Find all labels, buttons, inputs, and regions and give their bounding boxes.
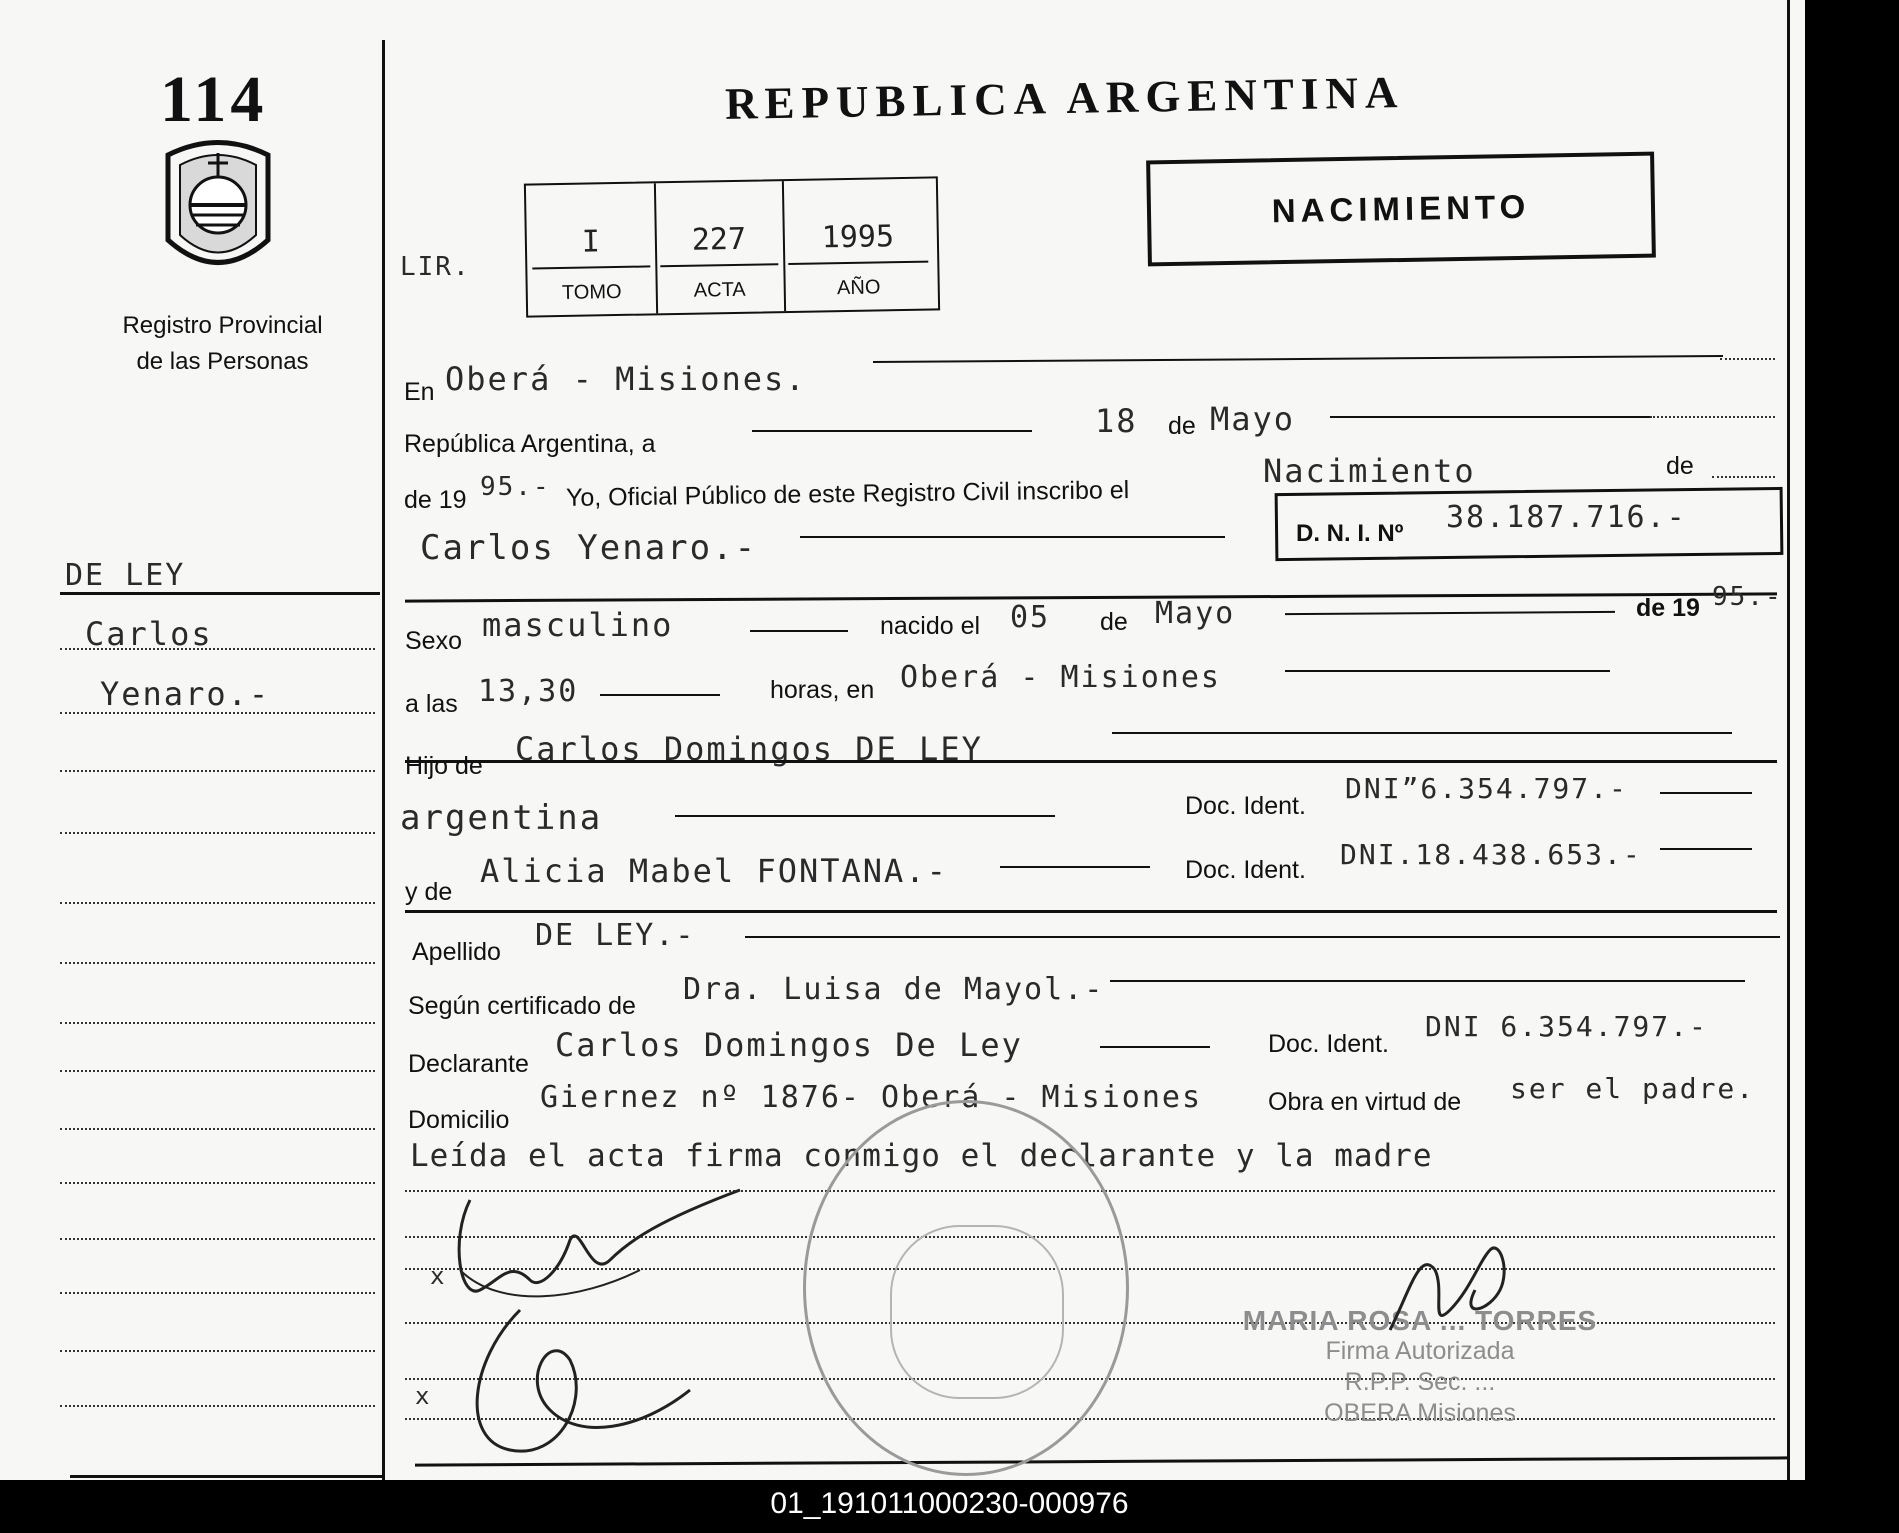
section-divider	[405, 760, 1777, 763]
margin-dotted-line	[60, 1022, 375, 1024]
margin-name-1: Carlos	[85, 615, 213, 653]
fill-line	[750, 630, 848, 632]
registered-name: Carlos Yenaro.-	[420, 528, 758, 568]
apellido-label: Apellido	[412, 938, 501, 966]
margin-surname: DE LEY	[65, 558, 186, 593]
doc-ident-label: Doc. Ident.	[1185, 792, 1306, 820]
scan-identifier: 01_191011000230-000976	[770, 1487, 1129, 1520]
section-divider	[405, 592, 1777, 602]
doc-ident-label-3: Doc. Ident.	[1268, 1030, 1389, 1058]
dni-value: 38.187.716.-	[1446, 500, 1687, 535]
right-border	[1787, 0, 1790, 1480]
dni-label: D. N. I. Nº	[1296, 520, 1404, 547]
oficial-text: Yo, Oficial Público de este Registro Civil inscribo el	[565, 476, 1130, 512]
de-19-birth-label: de 19	[1636, 594, 1700, 622]
fill-dots	[1650, 416, 1775, 418]
tomo-underline	[532, 265, 650, 269]
fill-line	[1000, 866, 1150, 868]
stamp-line-4: OBERA Misiones	[1324, 1399, 1516, 1427]
margin-dotted-line	[60, 962, 375, 964]
margin-dotted-line	[60, 832, 375, 834]
margin-dotted-line	[60, 1350, 375, 1352]
declarante-doc: DNI 6.354.797.-	[1425, 1010, 1708, 1043]
stamp-line-2: Firma Autorizada	[1325, 1337, 1515, 1365]
obra-value: ser el padre.	[1510, 1072, 1756, 1105]
mother-doc: DNI.18.438.653.-	[1340, 838, 1642, 871]
signature-mark-2: x	[415, 1382, 432, 1410]
sexo-value: masculino	[482, 606, 674, 644]
official-seal-emblem	[890, 1225, 1064, 1399]
ano-underline	[788, 261, 928, 265]
record-number: 114	[160, 63, 268, 136]
fill-line	[1110, 980, 1745, 982]
fill-line	[1660, 848, 1752, 850]
en-label: En	[404, 378, 435, 406]
day-value: 18	[1095, 402, 1138, 440]
margin-dotted-line	[60, 1292, 375, 1294]
domicilio-label: Domicilio	[408, 1106, 510, 1134]
margin-dotted-line	[60, 1238, 375, 1240]
father-nationality: argentina	[400, 798, 603, 838]
en-value: Oberá - Misiones.	[445, 360, 807, 398]
segun-label: Según certificado de	[408, 992, 636, 1020]
column-divider	[382, 40, 385, 1480]
stamp-line-1: MARIA ROSA ... TORRES	[1242, 1305, 1598, 1336]
margin-name-2: Yenaro.-	[100, 675, 271, 713]
margin-dotted-line	[60, 902, 375, 904]
margin-dotted-line	[60, 1182, 375, 1184]
margin-dotted-line	[60, 770, 375, 772]
father-doc: DNI”6.354.797.-	[1345, 772, 1628, 805]
country-title: REPUBLICA ARGENTINA	[724, 67, 1405, 129]
margin-dotted-line	[60, 648, 375, 650]
horas-label: horas, en	[770, 676, 875, 704]
de-2-label: de	[1666, 452, 1694, 480]
fill-line	[1285, 611, 1615, 615]
margin-dotted-line	[60, 712, 375, 714]
tomo-cell	[526, 183, 658, 315]
certificate-type: NACIMIENTO	[1271, 187, 1531, 230]
acta-value: 227	[691, 221, 747, 258]
registry-line-1: Registro Provincial	[122, 312, 323, 339]
acta-cell	[654, 181, 786, 313]
acta-underline	[660, 263, 778, 267]
fill-dots	[1712, 476, 1775, 478]
fill-line	[1330, 416, 1650, 418]
birth-place: Oberá - Misiones	[900, 660, 1221, 695]
fill-line	[675, 815, 1055, 817]
closing-statement: Leída el acta firma conmigo el declarante y la madre	[410, 1138, 1433, 1174]
de-3-label: de	[1100, 608, 1128, 636]
margin-dotted-line	[60, 1070, 375, 1072]
hour-value: 13,30	[478, 674, 579, 709]
obra-label: Obra en virtud de	[1268, 1088, 1462, 1116]
doc-ident-label-2: Doc. Ident.	[1185, 856, 1306, 884]
fill-line	[745, 936, 1780, 938]
fill-line	[1112, 732, 1732, 734]
registry-table	[524, 176, 940, 317]
margin-dotted-line	[60, 1128, 375, 1130]
y-de-label: y de	[405, 878, 453, 906]
ano-cell	[782, 179, 934, 312]
ano-value: 1995	[821, 219, 895, 256]
fill-line	[873, 355, 1723, 363]
lir-label: LIR.	[400, 252, 471, 282]
declarante-label: Declarante	[408, 1050, 529, 1078]
registry-line-2: de las Personas	[136, 348, 309, 375]
domicilio-value: Giernez nº 1876- Oberá - Misiones	[540, 1080, 1203, 1115]
certificate-type-box	[1146, 152, 1656, 267]
apellido-value: DE LEY.-	[535, 918, 696, 953]
provincial-seal-logo	[148, 135, 288, 285]
acta-label: ACTA	[693, 278, 746, 302]
section-divider	[405, 910, 1777, 913]
nacido-label: nacido el	[880, 612, 981, 640]
hijo-label: Hijo de	[405, 752, 483, 780]
signature-mark-1: x	[430, 1262, 447, 1290]
de-label: de	[1168, 412, 1196, 440]
declarante-value: Carlos Domingos De Ley	[555, 1026, 1023, 1064]
stamp-line-3: R.P.P. Sec. ...	[1344, 1368, 1496, 1396]
year-value: 95.-	[480, 472, 551, 502]
official-signature	[1380, 1230, 1530, 1350]
fill-line	[1660, 792, 1752, 794]
fill-line	[800, 536, 1225, 538]
acto-value: Nacimiento	[1263, 452, 1476, 490]
margin-dotted-line	[60, 1405, 375, 1407]
birth-year: 95.-	[1712, 582, 1783, 612]
tomo-value: I	[581, 224, 601, 260]
month-value: Mayo	[1210, 400, 1296, 438]
birth-month: Mayo	[1155, 596, 1236, 631]
fill-line	[600, 694, 720, 696]
registry-label	[95, 308, 350, 380]
margin-bottom-line	[70, 1475, 382, 1478]
fill-line	[1285, 670, 1610, 672]
sexo-label: Sexo	[405, 627, 462, 655]
tomo-label: TOMO	[561, 280, 622, 304]
declarant-signature	[440, 1180, 760, 1480]
a-las-label: a las	[405, 690, 458, 718]
fill-line	[752, 430, 1032, 432]
fill-line	[1100, 1046, 1210, 1048]
certificate-issuer: Dra. Luisa de Mayol.-	[683, 972, 1105, 1007]
fill-dots	[1720, 358, 1775, 360]
father-name: Carlos Domingos DE LEY	[515, 730, 983, 768]
mother-name: Alicia Mabel FONTANA.-	[480, 852, 948, 890]
de-19-label: de 19	[404, 486, 467, 514]
ano-label: AÑO	[836, 276, 881, 300]
republica-label: República Argentina, a	[404, 430, 656, 458]
birth-day: 05	[1010, 600, 1051, 635]
